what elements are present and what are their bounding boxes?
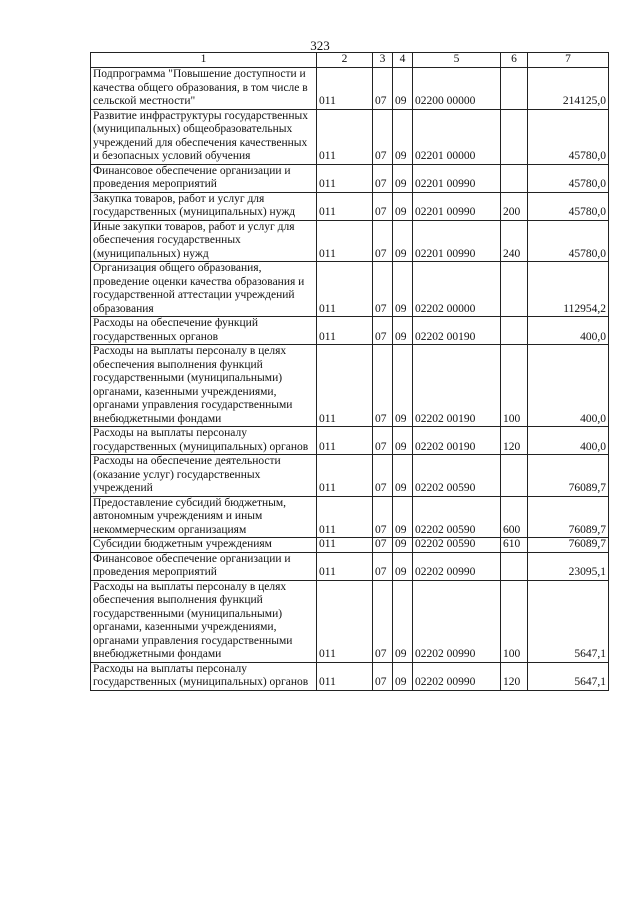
row-grbs-cell: 011: [317, 662, 373, 690]
table-row: [91, 552, 609, 580]
table-body: [91, 68, 609, 691]
row-expense-type-cell: [501, 164, 528, 192]
row-subsection-cell: 09: [393, 662, 413, 690]
row-expense-type-cell: 100: [501, 580, 528, 662]
row-section-cell: 07: [373, 345, 393, 427]
table-row: [91, 220, 609, 262]
row-grbs-cell: 011: [317, 455, 373, 497]
row-name-cell: Развитие инфраструктуры государственных (муниципальных) общеобразовательных учреждений для обеспечения качественных и безопасных условий обучения: [91, 109, 317, 164]
row-target-item-cell: 02202 00000: [413, 262, 501, 317]
row-subsection-cell: 09: [393, 552, 413, 580]
row-target-item-cell: 02202 00990: [413, 580, 501, 662]
row-amount-cell: 400,0: [528, 345, 609, 427]
row-expense-type-cell: [501, 262, 528, 317]
row-target-item-cell: 02202 00190: [413, 427, 501, 455]
row-name-cell: Субсидии бюджетным учреждениям: [91, 538, 317, 553]
row-subsection-cell: 09: [393, 164, 413, 192]
row-grbs-cell: 011: [317, 68, 373, 110]
row-name-cell: Предоставление субсидий бюджетным, автономным учреждениям и иным некоммерческим организациям: [91, 496, 317, 538]
row-amount-cell: 214125,0: [528, 68, 609, 110]
row-target-item-cell: 02202 00990: [413, 552, 501, 580]
row-section-cell: 07: [373, 192, 393, 220]
row-name-cell: Организация общего образования, проведение оценки качества образования и государственной аттестации учреждений образования: [91, 262, 317, 317]
row-grbs-cell: 011: [317, 164, 373, 192]
row-expense-type-cell: [501, 109, 528, 164]
row-name-cell: Расходы на выплаты персоналу государственных (муниципальных) органов: [91, 427, 317, 455]
row-amount-cell: 45780,0: [528, 164, 609, 192]
column-header: 4: [393, 53, 413, 68]
budget-table: [90, 52, 609, 691]
row-expense-type-cell: 610: [501, 538, 528, 553]
row-grbs-cell: 011: [317, 580, 373, 662]
table-row: [91, 455, 609, 497]
row-name-cell: Финансовое обеспечение организации и проведения мероприятий: [91, 552, 317, 580]
row-expense-type-cell: 120: [501, 427, 528, 455]
row-grbs-cell: 011: [317, 552, 373, 580]
row-grbs-cell: 011: [317, 262, 373, 317]
row-subsection-cell: 09: [393, 455, 413, 497]
row-name-cell: Расходы на выплаты персоналу государственных (муниципальных) органов: [91, 662, 317, 690]
row-amount-cell: 45780,0: [528, 192, 609, 220]
row-subsection-cell: 09: [393, 68, 413, 110]
column-header: 7: [528, 53, 609, 68]
table-row: [91, 262, 609, 317]
column-header: 3: [373, 53, 393, 68]
row-grbs-cell: 011: [317, 538, 373, 553]
row-name-cell: Подпрограмма "Повышение доступности и качества общего образования, в том числе в сельской местности": [91, 68, 317, 110]
row-section-cell: 07: [373, 317, 393, 345]
table-row: [91, 317, 609, 345]
column-header: 1: [91, 53, 317, 68]
column-header: 5: [413, 53, 501, 68]
table-row: [91, 164, 609, 192]
row-amount-cell: 23095,1: [528, 552, 609, 580]
row-section-cell: 07: [373, 580, 393, 662]
row-subsection-cell: 09: [393, 262, 413, 317]
row-expense-type-cell: 240: [501, 220, 528, 262]
row-amount-cell: 5647,1: [528, 662, 609, 690]
row-target-item-cell: 02201 00990: [413, 220, 501, 262]
row-section-cell: 07: [373, 68, 393, 110]
row-section-cell: 07: [373, 262, 393, 317]
row-grbs-cell: 011: [317, 345, 373, 427]
row-section-cell: 07: [373, 427, 393, 455]
row-grbs-cell: 011: [317, 427, 373, 455]
table-row: [91, 109, 609, 164]
row-grbs-cell: 011: [317, 220, 373, 262]
row-expense-type-cell: 120: [501, 662, 528, 690]
row-subsection-cell: 09: [393, 345, 413, 427]
row-subsection-cell: 09: [393, 317, 413, 345]
row-expense-type-cell: 100: [501, 345, 528, 427]
row-name-cell: Расходы на выплаты персоналу в целях обеспечения выполнения функций государственными (муниципальными) органами, казенными учреждениями, органами управления государственными внебюджетными фондами: [91, 345, 317, 427]
row-amount-cell: 5647,1: [528, 580, 609, 662]
table-row: [91, 538, 609, 553]
row-section-cell: 07: [373, 455, 393, 497]
table-row: [91, 496, 609, 538]
row-target-item-cell: 02202 00990: [413, 662, 501, 690]
table-row: [91, 192, 609, 220]
table-row: [91, 68, 609, 110]
row-name-cell: Расходы на обеспечение деятельности (оказание услуг) государственных учреждений: [91, 455, 317, 497]
row-subsection-cell: 09: [393, 496, 413, 538]
row-target-item-cell: 02202 00190: [413, 345, 501, 427]
row-subsection-cell: 09: [393, 427, 413, 455]
row-section-cell: 07: [373, 662, 393, 690]
row-target-item-cell: 02201 00990: [413, 192, 501, 220]
column-header: 2: [317, 53, 373, 68]
row-subsection-cell: 09: [393, 109, 413, 164]
row-subsection-cell: 09: [393, 192, 413, 220]
column-header: 6: [501, 53, 528, 68]
row-amount-cell: 45780,0: [528, 109, 609, 164]
row-section-cell: 07: [373, 220, 393, 262]
table-row: [91, 580, 609, 662]
row-target-item-cell: 02202 00590: [413, 455, 501, 497]
table-row: [91, 662, 609, 690]
row-amount-cell: 45780,0: [528, 220, 609, 262]
row-grbs-cell: 011: [317, 192, 373, 220]
row-target-item-cell: 02201 00990: [413, 164, 501, 192]
row-section-cell: 07: [373, 552, 393, 580]
row-subsection-cell: 09: [393, 580, 413, 662]
row-amount-cell: 112954,2: [528, 262, 609, 317]
row-expense-type-cell: [501, 68, 528, 110]
row-grbs-cell: 011: [317, 317, 373, 345]
table-row: [91, 427, 609, 455]
row-expense-type-cell: [501, 317, 528, 345]
row-section-cell: 07: [373, 538, 393, 553]
row-amount-cell: 76089,7: [528, 455, 609, 497]
row-target-item-cell: 02200 00000: [413, 68, 501, 110]
row-expense-type-cell: 200: [501, 192, 528, 220]
row-target-item-cell: 02202 00590: [413, 538, 501, 553]
row-amount-cell: 400,0: [528, 427, 609, 455]
row-name-cell: Расходы на обеспечение функций государственных органов: [91, 317, 317, 345]
row-grbs-cell: 011: [317, 496, 373, 538]
row-name-cell: Закупка товаров, работ и услуг для государственных (муниципальных) нужд: [91, 192, 317, 220]
row-section-cell: 07: [373, 109, 393, 164]
row-amount-cell: 76089,7: [528, 496, 609, 538]
row-section-cell: 07: [373, 496, 393, 538]
table-row: [91, 345, 609, 427]
row-grbs-cell: 011: [317, 109, 373, 164]
row-target-item-cell: 02202 00590: [413, 496, 501, 538]
row-expense-type-cell: [501, 455, 528, 497]
row-target-item-cell: 02201 00000: [413, 109, 501, 164]
row-expense-type-cell: 600: [501, 496, 528, 538]
row-section-cell: 07: [373, 164, 393, 192]
column-number-row: [91, 53, 609, 68]
row-expense-type-cell: [501, 552, 528, 580]
row-subsection-cell: 09: [393, 220, 413, 262]
row-amount-cell: 76089,7: [528, 538, 609, 553]
row-target-item-cell: 02202 00190: [413, 317, 501, 345]
page-number: 323: [310, 38, 330, 53]
row-subsection-cell: 09: [393, 538, 413, 553]
row-name-cell: Расходы на выплаты персоналу в целях обеспечения выполнения функций государственными (муниципальными) органами, казенными учреждениями, органами управления государственными внебюджетными фондами: [91, 580, 317, 662]
row-name-cell: Финансовое обеспечение организации и проведения мероприятий: [91, 164, 317, 192]
row-name-cell: Иные закупки товаров, работ и услуг для обеспечения государственных (муниципальных) нужд: [91, 220, 317, 262]
row-amount-cell: 400,0: [528, 317, 609, 345]
